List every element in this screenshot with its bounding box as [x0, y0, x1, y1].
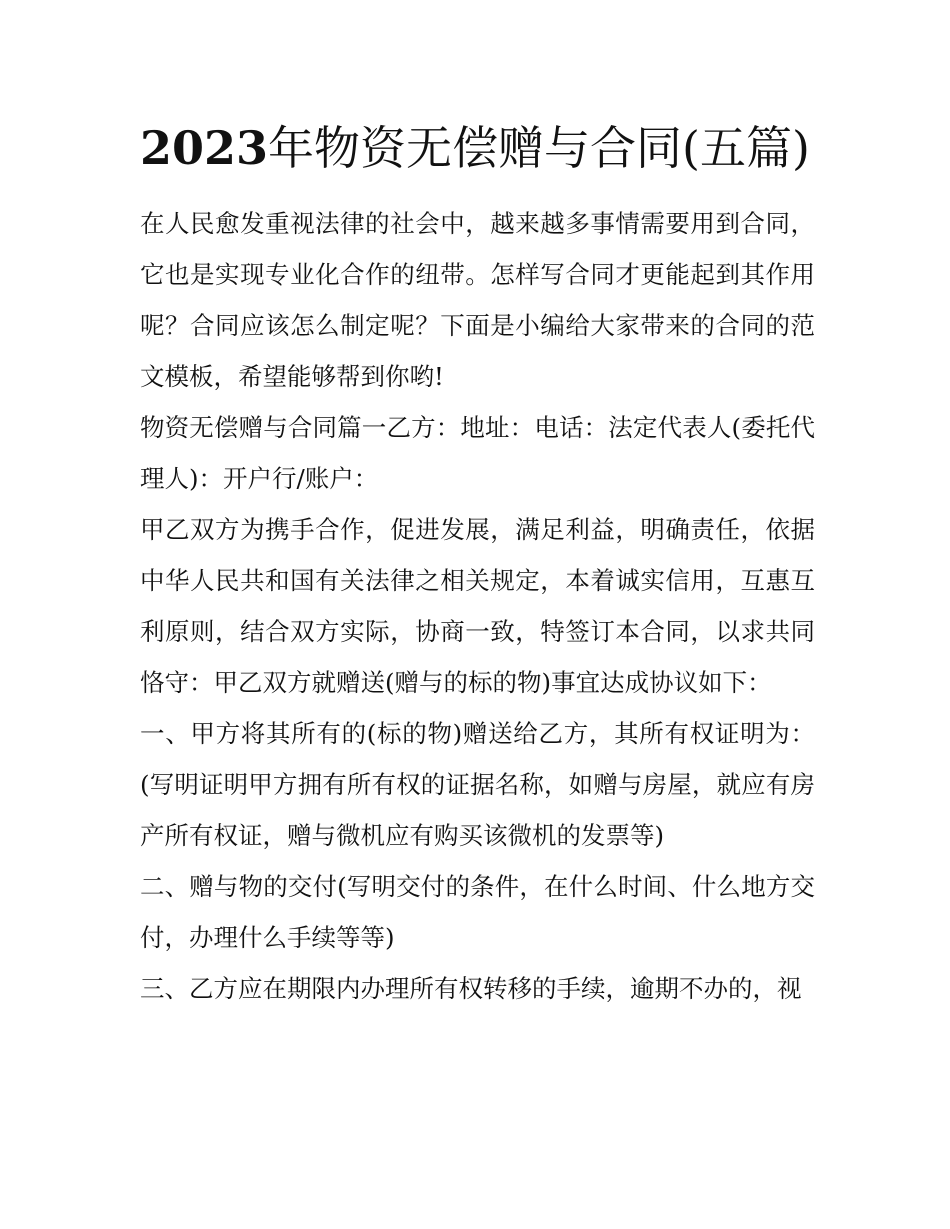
document-title — [140, 112, 815, 184]
document-page — [140, 112, 815, 1014]
paragraph-clause-1: 一、甲方将其所有的(标的物)赠送给乙方，其所有权证明为：(写明证明甲方拥有所有权的证据名称，如赠与房屋，就应有房产所有权证，赠与微机应有购买该微机的发票等) — [140, 719, 815, 850]
title-text: 年物资无偿赠与合同(五篇) — [268, 121, 810, 175]
title-year: 2023 — [140, 121, 269, 175]
paragraph-clause-3: 三、乙方应在期限内办理所有权转移的手续，逾期不办的，视 — [140, 974, 802, 1003]
paragraph-parties: 物资无偿赠与合同篇一乙方：地址：电话：法定代表人(委托代理人)：开户行/账户： — [140, 413, 815, 493]
paragraph-intro: 在人民愈发重视法律的社会中，越来越多事情需要用到合同，它也是实现专业化合作的纽带。怎样写合同才更能起到其作用呢？合同应该怎么制定呢？下面是小编给大家带来的合同的范文模板，希望能够帮到你哟! — [140, 209, 815, 391]
paragraph-clause-2: 二、赠与物的交付(写明交付的条件，在什么时间、什么地方交付，办理什么手续等等) — [140, 872, 815, 952]
paragraph-preamble: 甲乙双方为携手合作，促进发展，满足利益，明确责任，依据中华人民共和国有关法律之相关规定，本着诚实信用，互惠互利原则，结合双方实际，协商一致，特签订本合同，以求共同恪守：甲乙双方就赠送(赠与的标的物)事宜达成协议如下： — [140, 515, 815, 697]
